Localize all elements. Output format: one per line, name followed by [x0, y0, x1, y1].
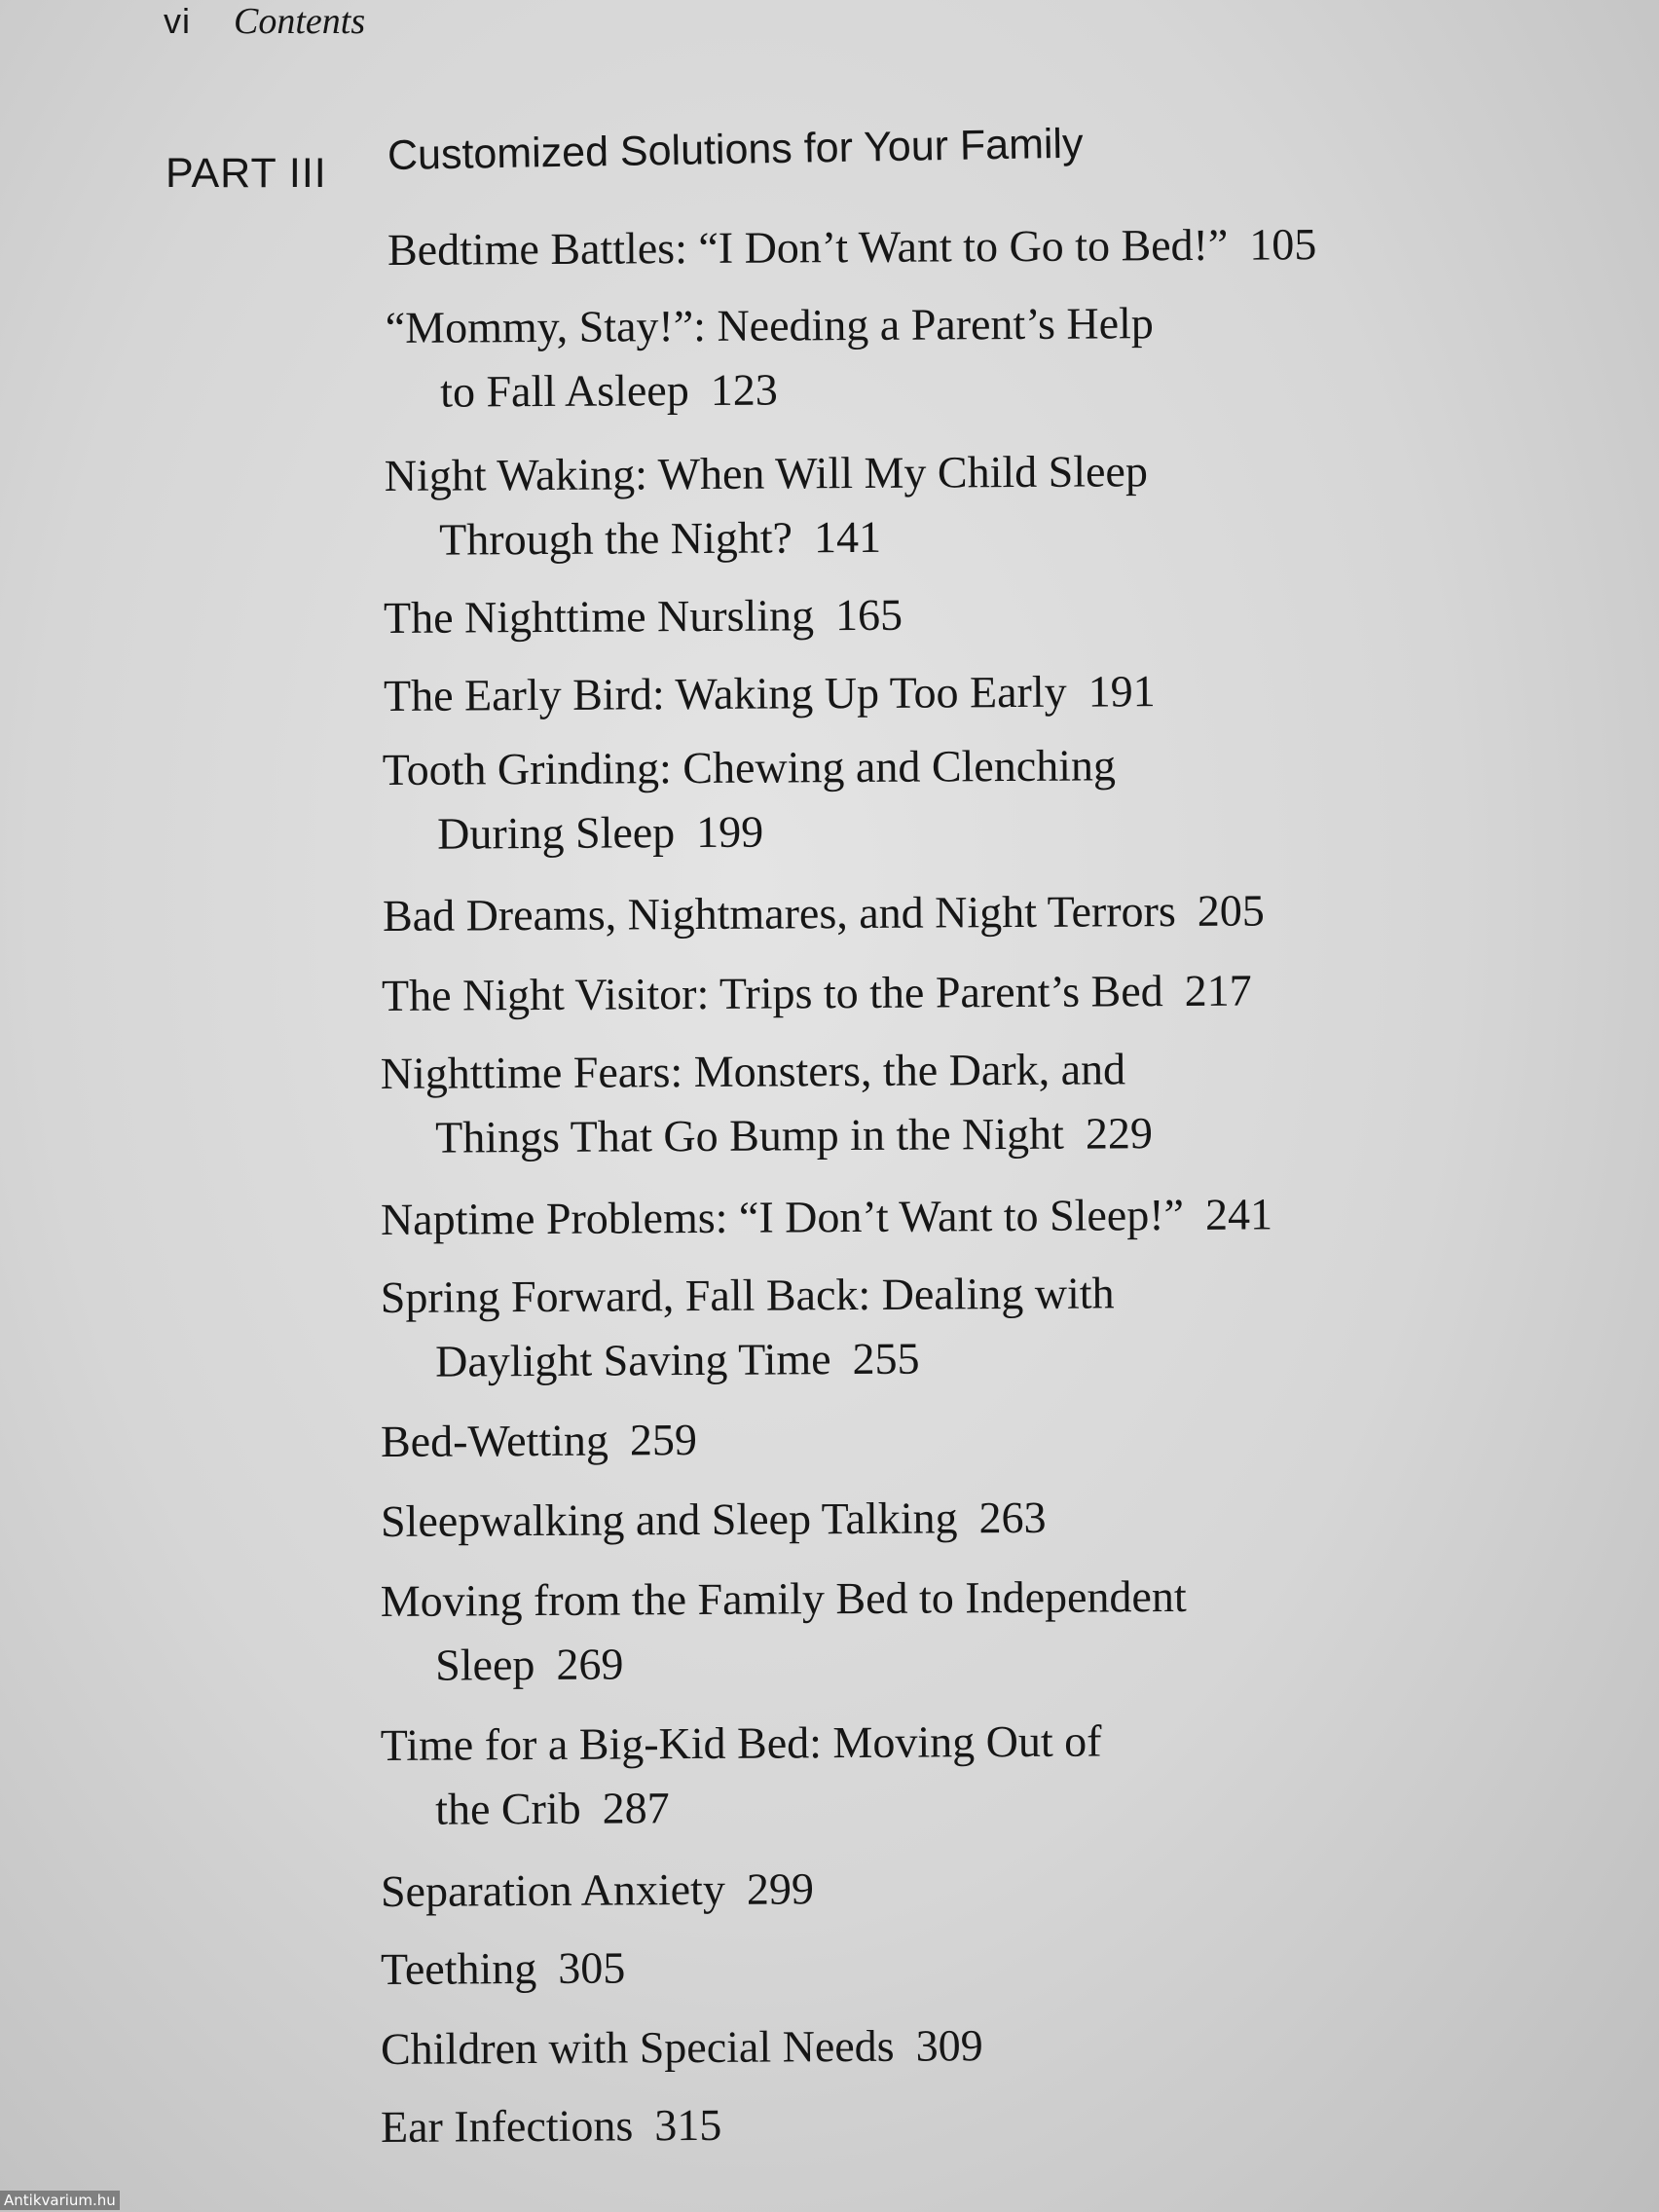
toc-entry-title: Moving from the Family Bed to Independent	[380, 1570, 1187, 1627]
toc-page-number: 199	[696, 806, 764, 858]
toc-entry-title: The Early Bird: Waking Up Too Early 191	[383, 666, 1156, 720]
page-folio: vi	[164, 1, 191, 41]
toc-entry-title: Nighttime Fears: Monsters, the Dark, and	[380, 1044, 1126, 1099]
toc-page-number: 229	[1085, 1108, 1154, 1159]
toc-page-number: 191	[1088, 666, 1156, 717]
toc-entry-title: Night Waking: When Will My Child Sleep	[384, 446, 1149, 501]
toc-entry-title: Bad Dreams, Nightmares, and Night Terrors 205	[382, 885, 1265, 940]
part-title: Customized Solutions for Your Family	[387, 120, 1084, 179]
toc-entry	[381, 1486, 1047, 1554]
watermark: Antikvarium.hu	[0, 2191, 120, 2210]
toc-page-number: 305	[558, 1942, 626, 1993]
toc-entry	[381, 1408, 697, 1474]
toc-entry	[381, 1261, 1116, 1394]
toc-entry	[383, 878, 1265, 948]
toc-page-number: 255	[852, 1333, 920, 1384]
toc-entry-title: Things That Go Bump in the Night 229	[435, 1108, 1154, 1162]
toc-entry	[381, 1037, 1153, 1170]
toc-entry	[381, 2013, 983, 2082]
toc-entry-title: Through the Night? 141	[439, 511, 882, 565]
toc-entry-title: Spring Forward, Fall Back: Dealing with	[380, 1268, 1115, 1323]
toc-entry-title: Sleep 269	[435, 1639, 624, 1690]
toc-page-number: 263	[978, 1492, 1047, 1543]
toc-entry	[383, 733, 1117, 866]
toc-entry-title: Bed-Wetting 259	[380, 1415, 698, 1466]
running-title: Contents	[234, 1, 366, 42]
toc-page-number: 165	[834, 589, 903, 641]
toc-entry-title: Sleepwalking and Sleep Talking 263	[380, 1492, 1047, 1546]
toc-entry-title: The Nighttime Nursling 165	[383, 589, 903, 643]
toc-page-number: 299	[746, 1863, 815, 1914]
toc-entry-title: The Night Visitor: Trips to the Parent’s Bed 217	[381, 965, 1252, 1020]
toc-entry-title: Teething 305	[380, 1942, 626, 1994]
toc-entry-title: Bedtime Battles: “I Don’t Want to Go to Bed!” 105	[387, 219, 1317, 275]
toc-page-number: 287	[602, 1783, 670, 1833]
toc-page-number: 105	[1249, 219, 1317, 270]
toc-entry	[387, 212, 1317, 282]
part-label: PART III	[166, 150, 327, 197]
toc-page-number: 205	[1197, 885, 1265, 936]
toc-entry-title: to Fall Asleep 123	[440, 364, 778, 417]
toc-entry	[386, 291, 1155, 424]
toc-entry	[381, 1709, 1102, 1842]
toc-entry	[384, 583, 903, 650]
toc-page-number: 217	[1184, 965, 1252, 1015]
toc-page-number: 141	[813, 511, 882, 563]
toc-entry-title: the Crib 287	[435, 1783, 670, 1834]
toc-entry	[384, 659, 1156, 728]
toc-entry-title: Naptime Problems: “I Don’t Want to Sleep!” 241	[380, 1189, 1273, 1244]
toc-entry-title: Time for a Big-Kid Bed: Moving Out of	[380, 1715, 1102, 1771]
toc-entry-title: Tooth Grinding: Chewing and Clenching	[382, 740, 1117, 795]
toc-entry	[381, 1182, 1272, 1252]
toc-entry-title: During Sleep 199	[437, 806, 764, 859]
toc-entry	[381, 1565, 1188, 1698]
toc-page-number: 309	[915, 2020, 983, 2071]
toc-entry-title: Children with Special Needs 309	[380, 2020, 983, 2074]
toc-page-number: 259	[629, 1415, 698, 1465]
toc-entry	[385, 439, 1149, 572]
toc-entry	[381, 2093, 722, 2159]
toc-entry	[381, 1936, 626, 2002]
toc-entry-title: Ear Infections 315	[380, 2099, 722, 2152]
toc-entry-title: “Mommy, Stay!”: Needing a Parent’s Help	[385, 298, 1154, 353]
toc-page-number: 241	[1204, 1189, 1273, 1239]
toc-page-number: 269	[556, 1639, 624, 1689]
toc-page-number: 123	[710, 364, 778, 415]
toc-page-number: 315	[654, 2099, 722, 2151]
toc-entry-title: Daylight Saving Time 255	[435, 1333, 920, 1386]
toc-entry	[382, 959, 1252, 1028]
toc-entry-title: Separation Anxiety 299	[380, 1863, 815, 1916]
toc-entry	[381, 1857, 814, 1924]
